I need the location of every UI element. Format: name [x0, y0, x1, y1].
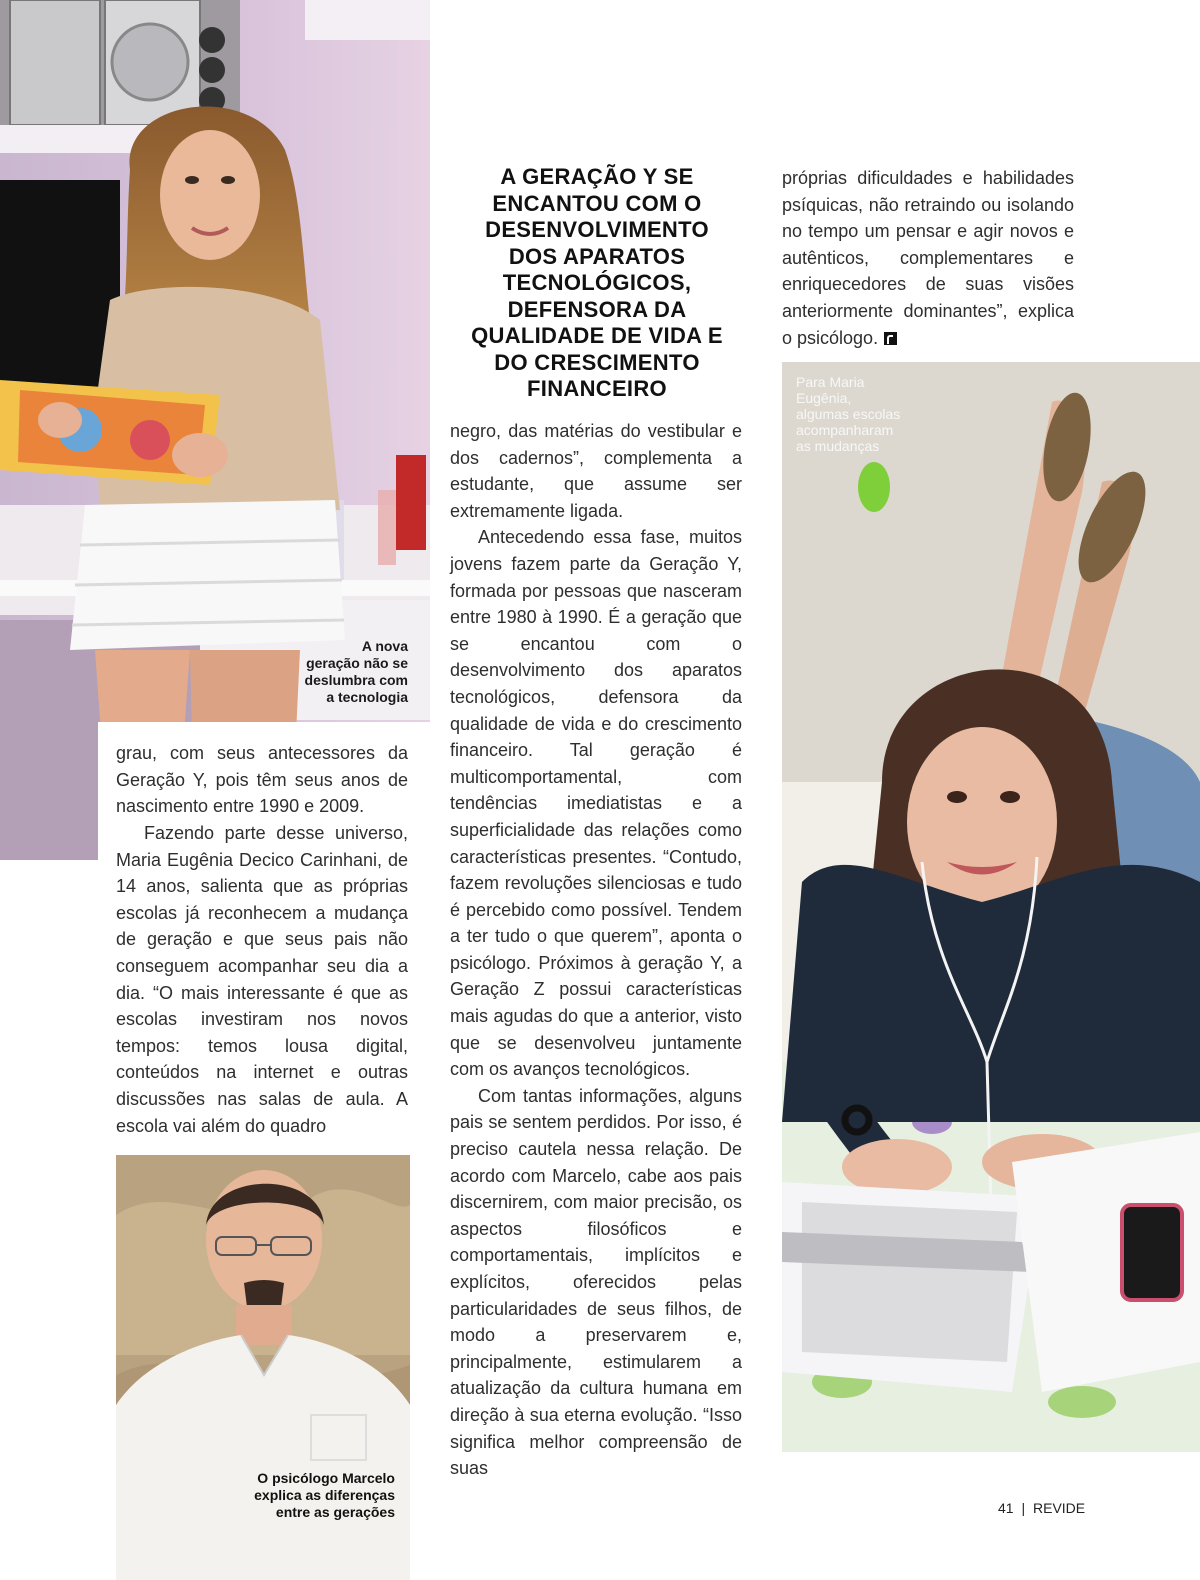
col3-paragraph-1: próprias dificuldades e habilidades psíquicas, não retraindo ou isolando no tempo um pensar e agir novos e autênticos, complementares e enriquecedores de suas visões anteriormente dominantes”, explica o psicólogo. [782, 168, 1074, 348]
col1-paragraph-2: Fazendo parte desse universo, Maria Eugênia Decico Carinhani, de 14 anos, salienta que as próprias escolas já reconhecem a mudança de geração e que seus pais não conseguem acompanhar seu dia a dia. “O mais interessante é que as escolas investiram nos novos tempos: temos lousa digital, conteúdos na internet e outras discussões nas salas de aula. A escola vai além do quadro [116, 823, 408, 1136]
pull-quote-headline: A GERAÇÃO Y SE ENCANTOU COM O DESENVOLVIMENTO DOS APARATOS TECNOLÓGICOS, DEFENSORA DA QUALIDADE DE VIDA E DO CRESCIMENTO FINANCEIRO [471, 164, 723, 401]
page-number: 41 [998, 1500, 1014, 1516]
photo-girl-with-laptop [782, 362, 1200, 1452]
caption-top-left: A nova geração não se deslumbra com a tecnologia [304, 638, 408, 705]
col1-paragraph-1: grau, com seus antecessores da Geração Y, pois têm seus anos de nascimento entre 1990 e 2009. [116, 743, 408, 817]
col2-paragraph-1: negro, das matérias do vestibular e dos cadernos”, complementa a estudante, que assume ser extremamente ligada. [450, 421, 742, 521]
end-of-article-mark-icon [884, 332, 897, 345]
column-1-upper [116, 740, 408, 820]
col2-paragraph-2: Antecedendo essa fase, muitos jovens fazem parte da Geração Y, formada por pessoas que nasceram entre 1980 à 1990. É a geração que se encantou com o desenvolvimento dos aparatos tecnológicos, defensora da qualidade de vida e do crescimento financeiro. Tal geração é multicomportamental, com tendências imediatistas e a superficialidade das relações como características presentes. “Contudo, fazem revoluções silenciosas e tudo é percebido como possível. Tendem a ter tudo o que querem”, aponta o psicólogo. Próximos à geração Y, a Geração Z possui características mais agudas do que a anterior, visto que se desenvolveu juntamente com os avanços tecnológicos. [450, 527, 742, 1080]
magazine-name: REVIDE [1033, 1500, 1086, 1516]
caption-psychologist: O psicólogo Marcelo explica as diferenças entre as gerações [254, 1470, 395, 1520]
column-3 [782, 165, 1074, 351]
caption-right-photo: Para Maria Eugênia, algumas escolas acompanharam as mudanças [796, 374, 901, 454]
col2-paragraph-3: Com tantas informações, alguns pais se sentem perdidos. Por isso, é preciso cautela nessa relação. De acordo com Marcelo, cabe aos pais discernirem, com maior precisão, os aspectos filosóficos e comportamentais, implícitos e explícitos, oferecidos pelas particularidades de seus filhos, de modo a preservarem e, principalmente, estimularem a atualização da cultura humana em direção à sua eterna evolução. “Isso significa melhor compreensão de suas [450, 1085, 742, 1479]
footer-separator: | [1021, 1500, 1026, 1516]
column-1-lower [116, 820, 408, 1139]
page-footer [998, 1500, 1085, 1516]
column-2 [450, 418, 742, 1482]
photo-girl-with-laptop-image [782, 362, 1200, 1452]
